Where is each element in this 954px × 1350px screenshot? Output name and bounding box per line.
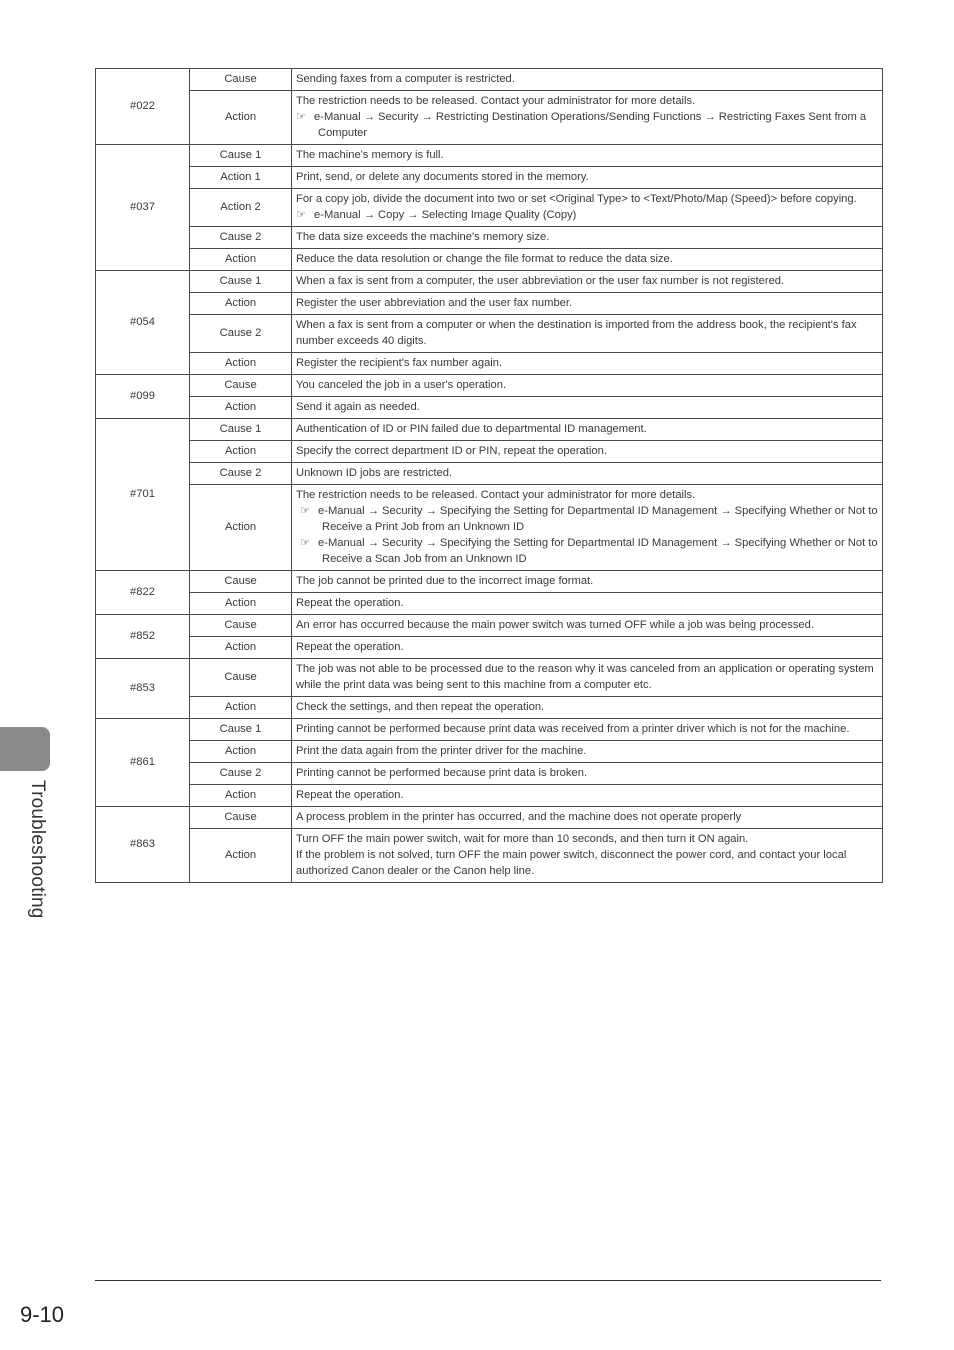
table-row	[96, 145, 883, 167]
chapter-tab	[0, 727, 50, 771]
row-description	[292, 271, 883, 293]
row-type-label: Action	[190, 249, 292, 271]
description-text: Reduce the data resolution or change the file format to reduce the data size.	[296, 253, 673, 265]
error-code: #861	[96, 719, 190, 807]
row-description	[292, 375, 883, 397]
manual-reference-text: e-Manual → Security → Restricting Destination Operations/Sending Functions → Restricting Faxes Sent from a Computer	[314, 111, 867, 139]
row-description	[292, 571, 883, 593]
row-description	[292, 807, 883, 829]
row-type-label: Action	[190, 697, 292, 719]
row-type-label: Cause 2	[190, 463, 292, 485]
row-description	[292, 615, 883, 637]
footer-rule	[95, 1280, 881, 1281]
row-type-label: Action	[190, 829, 292, 883]
row-description	[292, 293, 883, 315]
row-type-label: Action	[190, 91, 292, 145]
table-row	[96, 315, 883, 353]
table-row	[96, 785, 883, 807]
table-row	[96, 463, 883, 485]
row-description	[292, 145, 883, 167]
row-type-label: Action	[190, 441, 292, 463]
description-text: Print the data again from the printer driver for the machine.	[296, 745, 587, 757]
table-row	[96, 419, 883, 441]
row-type-label: Cause 1	[190, 719, 292, 741]
description-text: A process problem in the printer has occurred, and the machine does not operate properly	[296, 811, 742, 823]
description-text: Printing cannot be performed because print data is broken.	[296, 767, 588, 779]
description-text: The machine's memory is full.	[296, 149, 444, 161]
row-type-label: Action	[190, 293, 292, 315]
page-number: 9-10	[20, 1302, 65, 1327]
row-type-label: Action	[190, 593, 292, 615]
row-description	[292, 485, 883, 571]
table-row	[96, 353, 883, 375]
table-row	[96, 741, 883, 763]
table-row	[96, 571, 883, 593]
manual-reference	[296, 535, 878, 567]
row-description	[292, 463, 883, 485]
row-description	[292, 419, 883, 441]
row-description	[292, 637, 883, 659]
manual-reference	[296, 503, 878, 535]
table-row	[96, 485, 883, 571]
error-code: #099	[96, 375, 190, 419]
row-description	[292, 719, 883, 741]
row-type-label: Cause	[190, 69, 292, 91]
row-description	[292, 593, 883, 615]
row-type-label: Cause	[190, 615, 292, 637]
row-type-label: Cause 2	[190, 315, 292, 353]
error-code: #852	[96, 615, 190, 659]
chapter-label: Troubleshooting	[27, 780, 48, 919]
description-text: You canceled the job in a user's operation.	[296, 379, 507, 391]
description-text: The restriction needs to be released. Contact your administrator for more details.	[296, 95, 696, 107]
row-description	[292, 353, 883, 375]
table-row	[96, 593, 883, 615]
row-type-label: Action	[190, 637, 292, 659]
error-code: #863	[96, 807, 190, 883]
row-type-label: Cause 1	[190, 271, 292, 293]
description-text: Repeat the operation.	[296, 641, 404, 653]
description-text: An error has occurred because the main power switch was turned OFF while a job was being processed.	[296, 619, 814, 631]
error-code: #054	[96, 271, 190, 375]
row-description	[292, 69, 883, 91]
row-type-label: Cause	[190, 659, 292, 697]
description-text: Print, send, or delete any documents stored in the memory.	[296, 171, 589, 183]
row-description	[292, 829, 883, 883]
table-row	[96, 189, 883, 227]
table-row	[96, 829, 883, 883]
row-type-label: Cause 1	[190, 145, 292, 167]
description-text: Printing cannot be performed because print data was received from a printer driver which is not for the machine.	[296, 723, 850, 735]
pointing-hand-icon: ☞	[300, 505, 310, 517]
row-type-label: Action 1	[190, 167, 292, 189]
manual-reference-text: e-Manual → Copy → Selecting Image Quality (Copy)	[314, 209, 577, 221]
row-description	[292, 189, 883, 227]
error-code: #822	[96, 571, 190, 615]
description-text: Turn OFF the main power switch, wait for more than 10 seconds, and then turn it ON again.	[296, 833, 749, 845]
description-text: Unknown ID jobs are restricted.	[296, 467, 453, 479]
table-row	[96, 697, 883, 719]
description-text: When a fax is sent from a computer, the user abbreviation or the user fax number is not registered.	[296, 275, 785, 287]
table-row	[96, 249, 883, 271]
row-description	[292, 785, 883, 807]
row-description	[292, 167, 883, 189]
error-code: #701	[96, 419, 190, 571]
description-text: The data size exceeds the machine's memory size.	[296, 231, 550, 243]
table-row	[96, 659, 883, 697]
row-type-label: Action	[190, 785, 292, 807]
description-text: Repeat the operation.	[296, 597, 404, 609]
row-type-label: Cause 1	[190, 419, 292, 441]
description-text: Sending faxes from a computer is restricted.	[296, 73, 515, 85]
description-text: The job was not able to be processed due to the reason why it was canceled from an application or operating system while the print data was being sent to this machine from a computer etc.	[296, 663, 874, 691]
table-row	[96, 375, 883, 397]
pointing-hand-icon: ☞	[296, 209, 306, 221]
table-row	[96, 167, 883, 189]
row-type-label: Cause 2	[190, 227, 292, 249]
manual-reference-text: e-Manual → Security → Specifying the Setting for Departmental ID Management → Specifying Whether or Not to Receive a Scan Job from an Unknown ID	[318, 537, 878, 565]
table-row	[96, 763, 883, 785]
row-description	[292, 249, 883, 271]
row-type-label: Cause 2	[190, 763, 292, 785]
row-type-label: Cause	[190, 807, 292, 829]
row-description	[292, 441, 883, 463]
table-row	[96, 807, 883, 829]
manual-reference-text: e-Manual → Security → Specifying the Setting for Departmental ID Management → Specifying Whether or Not to Receive a Print Job from an Unknown ID	[318, 505, 878, 533]
table-row	[96, 271, 883, 293]
row-type-label: Action	[190, 741, 292, 763]
table-row	[96, 615, 883, 637]
error-code: #022	[96, 69, 190, 145]
table-row	[96, 69, 883, 91]
table-row	[96, 227, 883, 249]
description-text: Repeat the operation.	[296, 789, 404, 801]
description-text: The job cannot be printed due to the incorrect image format.	[296, 575, 594, 587]
table-row	[96, 397, 883, 419]
description-text: Specify the correct department ID or PIN, repeat the operation.	[296, 445, 607, 457]
description-text: The restriction needs to be released. Contact your administrator for more details.	[296, 489, 696, 501]
table-row	[96, 91, 883, 145]
error-code-table	[95, 68, 883, 883]
description-text: If the problem is not solved, turn OFF the main power switch, disconnect the power cord, and contact your local authorized Canon dealer or the Canon help line.	[296, 849, 847, 877]
row-description	[292, 227, 883, 249]
table-row	[96, 293, 883, 315]
row-type-label: Action 2	[190, 189, 292, 227]
row-description	[292, 315, 883, 353]
row-type-label: Action	[190, 353, 292, 375]
description-text: Check the settings, and then repeat the operation.	[296, 701, 545, 713]
manual-reference	[296, 207, 878, 223]
row-type-label: Cause	[190, 571, 292, 593]
pointing-hand-icon: ☞	[300, 537, 310, 549]
table-row	[96, 637, 883, 659]
error-code: #037	[96, 145, 190, 271]
description-text: For a copy job, divide the document into two or set <Original Type> to <Text/Photo/Map (Speed)> before copying.	[296, 193, 857, 205]
manual-reference	[296, 109, 878, 141]
table-row	[96, 441, 883, 463]
pointing-hand-icon: ☞	[296, 111, 306, 123]
description-text: Register the user abbreviation and the user fax number.	[296, 297, 573, 309]
row-description	[292, 397, 883, 419]
description-text: Authentication of ID or PIN failed due to departmental ID management.	[296, 423, 647, 435]
description-text: Register the recipient's fax number again.	[296, 357, 503, 369]
row-description	[292, 659, 883, 697]
error-code: #853	[96, 659, 190, 719]
description-text: When a fax is sent from a computer or when the destination is imported from the address book, the recipient's fax number exceeds 40 digits.	[296, 319, 857, 347]
row-type-label: Cause	[190, 375, 292, 397]
table-row	[96, 719, 883, 741]
row-description	[292, 741, 883, 763]
row-description	[292, 697, 883, 719]
row-description	[292, 91, 883, 145]
row-description	[292, 763, 883, 785]
description-text: Send it again as needed.	[296, 401, 420, 413]
row-type-label: Action	[190, 485, 292, 571]
row-type-label: Action	[190, 397, 292, 419]
